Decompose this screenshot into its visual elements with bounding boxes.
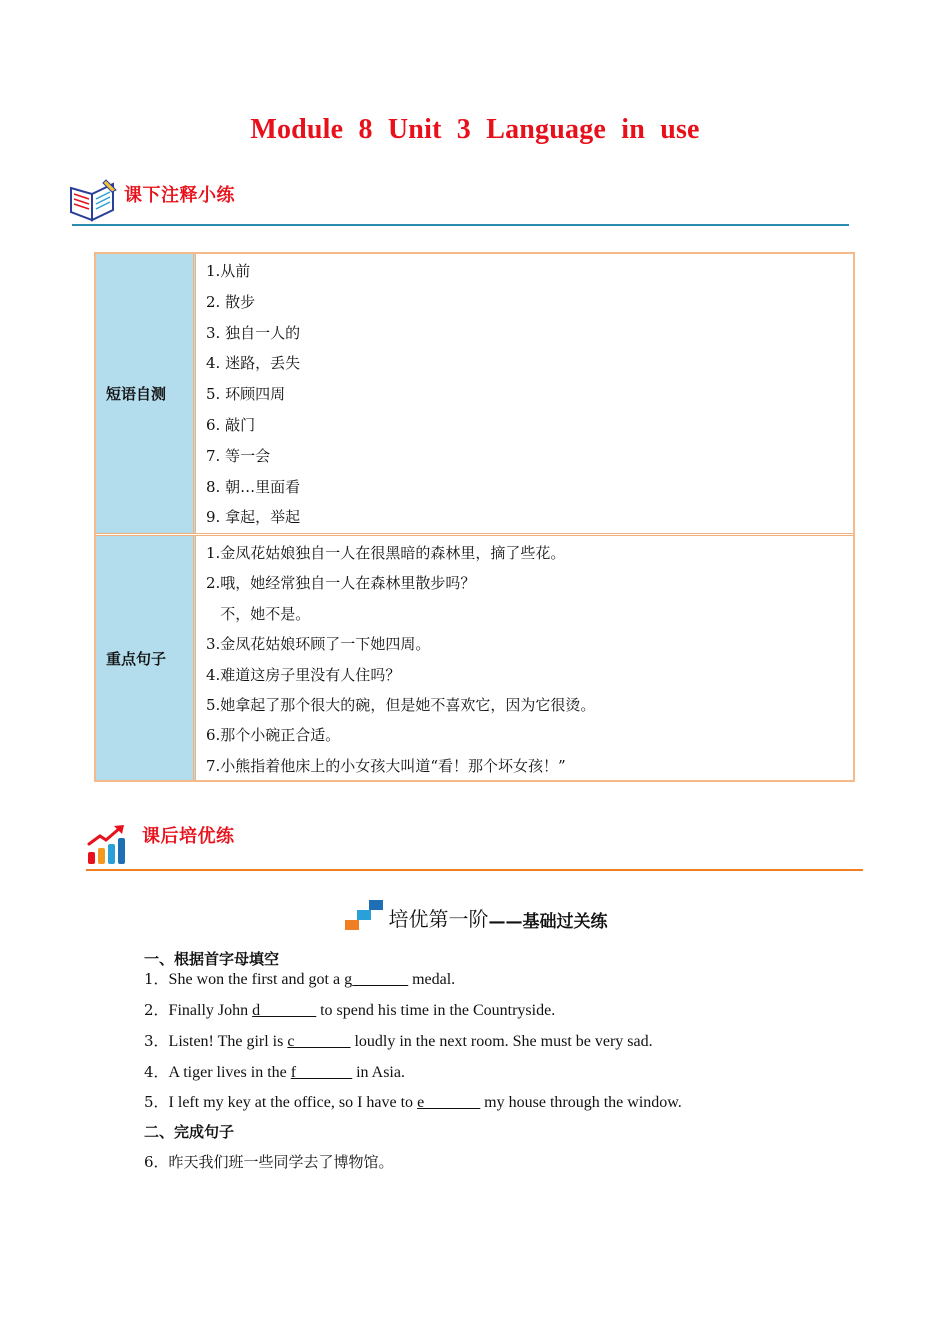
section-divider	[86, 869, 863, 871]
stage-title	[0, 898, 950, 932]
sentence-list	[196, 536, 853, 780]
list-item: 9. 拿起，举起	[206, 508, 301, 527]
section-title-notes: 课下注释小练	[124, 185, 235, 206]
list-item: 不，她不是。	[206, 604, 311, 623]
list-item: 7. 等一会	[206, 446, 271, 465]
table-header-phrases: 短语自测	[96, 254, 196, 533]
list-item: 6.那个小碗正合适。	[206, 726, 341, 745]
list-item: 5. 环顾四周	[206, 385, 286, 404]
part1-heading: 一、根据首字母填空	[144, 950, 280, 968]
list-item: 1.金凤花姑娘独自一人在很黑暗的森林里，摘了些花。	[206, 544, 566, 562]
list-item: 5.她拿起了那个很大的碗，但是她不喜欢它，因为它很烫。	[206, 695, 596, 714]
answer-blank[interactable]: f_______	[290, 1064, 353, 1081]
review-table	[94, 252, 855, 782]
section-header-practice	[86, 822, 235, 866]
growth-chart-icon	[86, 822, 130, 866]
stage-title-main: 培优第一阶	[388, 907, 489, 931]
question-6: 6．昨天我们班一些同学去了博物馆。	[144, 1153, 394, 1171]
section-divider	[72, 224, 849, 226]
table-row-phrases	[96, 254, 853, 536]
stage-title-sub: ——基础过关练	[488, 912, 608, 932]
list-item: 2. 散步	[206, 292, 256, 311]
section-title-practice: 课后培优练	[142, 826, 235, 847]
answer-blank[interactable]: c_______	[287, 1033, 351, 1050]
question-4: 4．A tiger lives in the f_______ in Asia.	[144, 1063, 405, 1081]
question-2: 2．Finally John d_______ to spend his time in the Countryside.	[144, 1001, 556, 1019]
list-item: 3.金凤花姑娘环顾了一下她四周。	[206, 635, 431, 654]
page-title: Module 8 Unit 3 Language in use	[250, 114, 700, 145]
section-header-notes	[68, 178, 235, 222]
list-item: 4. 迷路，丢失	[206, 354, 301, 373]
phrase-list	[196, 254, 853, 533]
table-header-sentences: 重点句子	[96, 536, 196, 780]
question-3: 3．Listen! The girl is c_______ loudly in the next room. She must be very sad.	[144, 1032, 653, 1050]
list-item: 7.小熊指着他床上的小女孩大叫道“看！那个坏女孩！”	[206, 756, 566, 775]
part2-heading: 二、完成句子	[144, 1123, 235, 1141]
list-item: 8. 朝…里面看	[206, 477, 301, 496]
list-item: 1.从前	[206, 262, 251, 280]
list-item: 4.难道这房子里没有人住吗？	[206, 665, 401, 684]
stairs-icon	[343, 898, 387, 932]
answer-blank[interactable]: e_______	[417, 1094, 481, 1111]
table-row-sentences	[96, 536, 853, 780]
answer-blank[interactable]: g_______	[344, 971, 409, 988]
question-5: 5．I left my key at the office, so I have to e_______ my house through the window.	[144, 1093, 682, 1111]
open-book-icon	[68, 178, 120, 222]
question-1: 1．She won the first and got a g_______ medal.	[144, 970, 456, 988]
list-item: 3. 独自一人的	[206, 323, 301, 342]
answer-blank[interactable]: d_______	[252, 1002, 317, 1019]
list-item: 2.哦，她经常独自一人在森林里散步吗？	[206, 574, 476, 593]
list-item: 6. 敲门	[206, 415, 256, 434]
